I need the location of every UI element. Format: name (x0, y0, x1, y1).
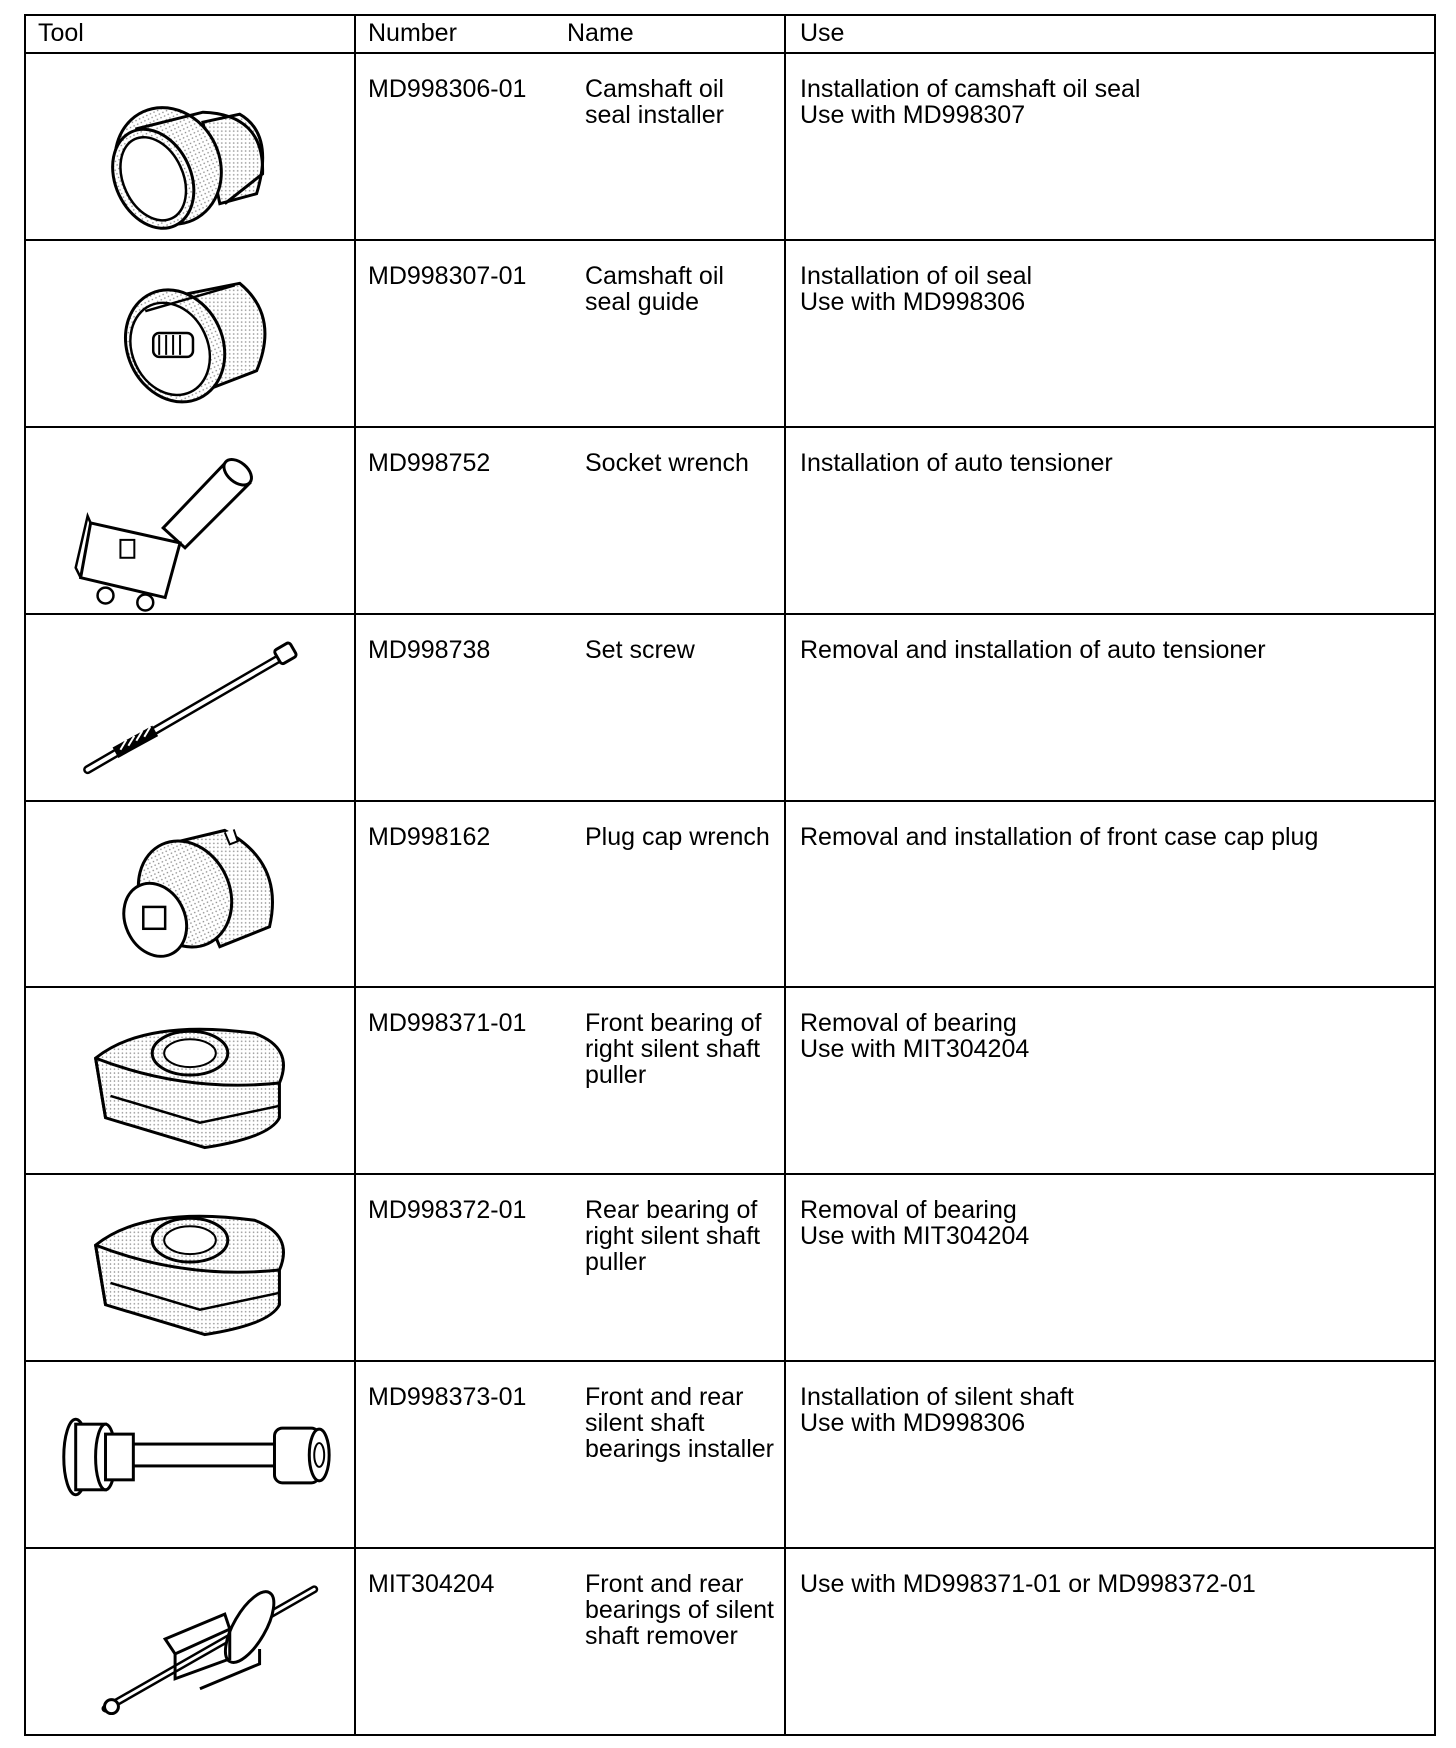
number-cell (355, 614, 555, 801)
table-row (25, 53, 1435, 240)
tool-use: Removal and installation of front case cap plug (800, 822, 1319, 851)
tool-use: Use with MD998371-01 or MD998372-01 (800, 1570, 1256, 1598)
number-cell (355, 1361, 555, 1548)
number-cell (355, 1174, 555, 1361)
cylinder-sleeve-icon (26, 54, 354, 238)
name-cell (555, 427, 785, 614)
plug-cap-wrench-icon (26, 802, 354, 986)
tool-number: MIT304204 (368, 1570, 495, 1598)
tool-number: MD998162 (368, 822, 491, 851)
tool-number: MD998372-01 (368, 1196, 527, 1225)
tool-name: Front and rear silent shaft bearings installer (585, 1383, 774, 1464)
use-cell (785, 987, 1435, 1174)
number-cell (355, 801, 555, 988)
tool-table (24, 14, 1436, 1736)
use-cell (785, 1548, 1435, 1735)
tool-cell (25, 987, 355, 1174)
use-cell (785, 614, 1435, 801)
tool-number: MD998738 (368, 635, 491, 664)
name-cell (555, 53, 785, 240)
table-row (25, 801, 1435, 988)
tool-name: Camshaft oil seal guide (585, 261, 724, 316)
tool-name: Plug cap wrench (585, 822, 770, 851)
table-row (25, 987, 1435, 1174)
header-row (25, 15, 1435, 53)
tool-name: Set screw (585, 635, 695, 664)
name-cell (555, 1548, 785, 1735)
tool-cell (25, 240, 355, 427)
tool-number: MD998307-01 (368, 261, 527, 290)
name-cell (555, 1361, 785, 1548)
tool-cell (25, 427, 355, 614)
tool-number: MD998306-01 (368, 75, 527, 103)
use-cell (785, 53, 1435, 240)
use-cell (785, 1361, 1435, 1548)
tool-name: Front and rear bearings of silent shaft remover (585, 1570, 775, 1650)
use-cell (785, 1174, 1435, 1361)
tool-use: Installation of auto tensioner (800, 448, 1113, 477)
tool-use: Installation of silent shaft Use with MD998306 (800, 1383, 1074, 1438)
header-number: Number (355, 15, 555, 53)
name-cell (555, 1174, 785, 1361)
tool-cell (25, 1361, 355, 1548)
tool-name: Front bearing of right silent shaft puller (585, 1009, 762, 1090)
tool-cell (25, 1174, 355, 1361)
tool-cell (25, 614, 355, 801)
bearing-puller-block-icon (26, 1175, 354, 1359)
table-row (25, 1361, 1435, 1548)
number-cell (355, 987, 555, 1174)
tool-name: Camshaft oil seal installer (585, 75, 724, 129)
name-cell (555, 614, 785, 801)
table-row (25, 1174, 1435, 1361)
seal-guide-icon (26, 241, 354, 425)
tool-number: MD998371-01 (368, 1009, 527, 1038)
tool-cell (25, 801, 355, 988)
tool-name: Socket wrench (585, 448, 749, 477)
socket-wrench-icon (26, 428, 354, 612)
tool-cell (25, 53, 355, 240)
table-row (25, 614, 1435, 801)
name-cell (555, 801, 785, 988)
name-cell (555, 987, 785, 1174)
bearing-remover-icon (26, 1549, 354, 1733)
name-cell (555, 240, 785, 427)
tool-number: MD998373-01 (368, 1383, 527, 1412)
use-cell (785, 427, 1435, 614)
bearing-puller-block-icon (26, 988, 354, 1172)
header-name: Name (555, 15, 785, 53)
number-cell (355, 1548, 555, 1735)
tool-use: Installation of camshaft oil seal Use with MD998307 (800, 75, 1141, 129)
table-row (25, 427, 1435, 614)
tool-use: Removal of bearing Use with MIT304204 (800, 1196, 1030, 1251)
number-cell (355, 427, 555, 614)
header-tool: Tool (25, 15, 355, 53)
use-cell (785, 801, 1435, 988)
tool-cell (25, 1548, 355, 1735)
number-cell (355, 53, 555, 240)
bearing-installer-icon (26, 1362, 354, 1546)
tool-use: Removal and installation of auto tensioner (800, 635, 1266, 664)
number-cell (355, 240, 555, 427)
use-cell (785, 240, 1435, 427)
table-row (25, 240, 1435, 427)
set-screw-icon (26, 615, 354, 799)
tool-number: MD998752 (368, 448, 491, 477)
table-row (25, 1548, 1435, 1735)
tool-use: Removal of bearing Use with MIT304204 (800, 1009, 1030, 1064)
header-use: Use (785, 15, 1435, 53)
tool-use: Installation of oil seal Use with MD998306 (800, 261, 1033, 316)
tool-name: Rear bearing of right silent shaft puller (585, 1196, 761, 1277)
